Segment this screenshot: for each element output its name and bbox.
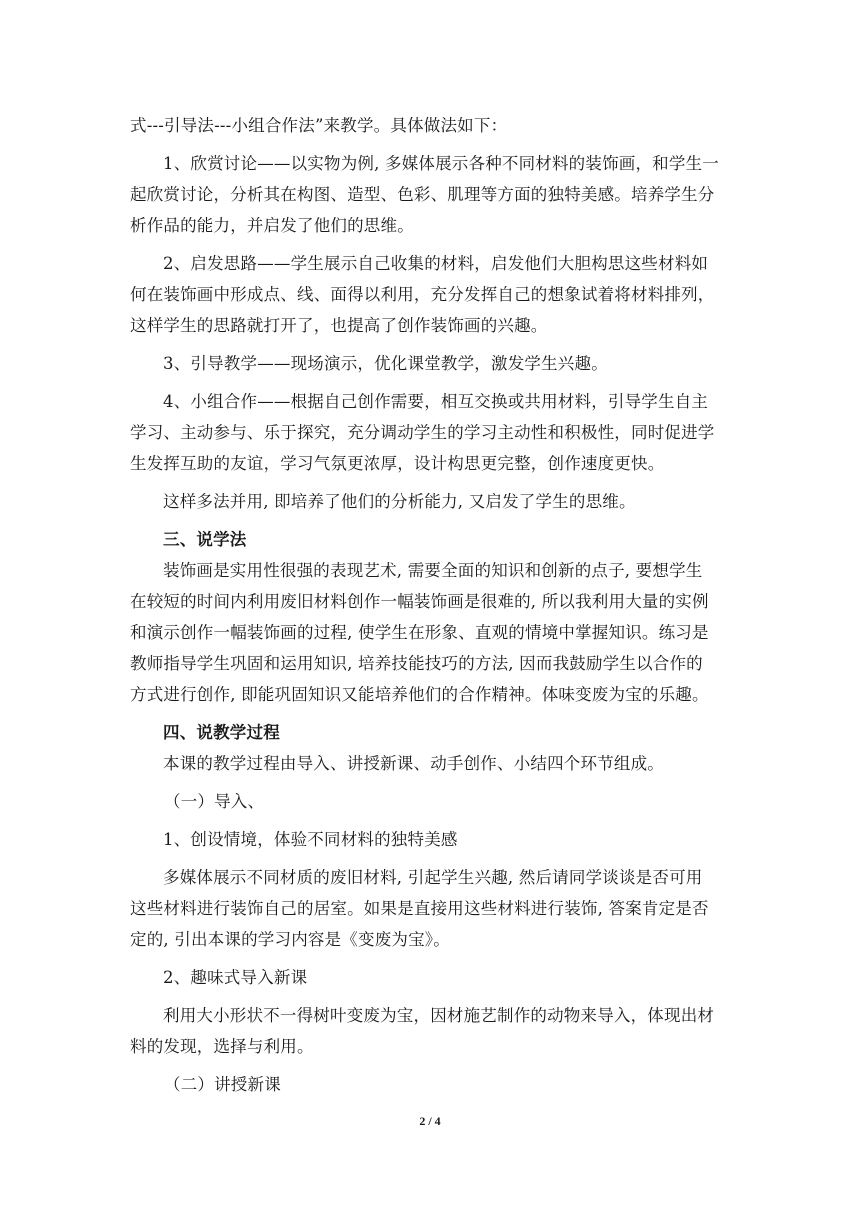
text-line: 和演示创作一幅装饰画的过程, 使学生在形象、直观的情境中掌握知识。练习是: [130, 623, 709, 642]
page-number: 2 / 4: [419, 1114, 441, 1128]
text-line: 利用大小形状不一得树叶变废为宝，因材施艺制作的动物来导入，体现出材: [163, 1006, 715, 1025]
text-line: 析作品的能力，并启发了他们的思维。: [130, 216, 414, 235]
text-line: 在较短的时间内利用废旧材料创作一幅装饰画是很难的, 所以我利用大量的实例: [130, 592, 709, 611]
text-line: 3、引导教学——现场演示，优化课堂教学，激发学生兴趣。: [163, 354, 608, 373]
text-line: 何在装饰画中形成点、线、面得以利用，充分发挥自己的想象试着将材料排列，: [130, 285, 715, 304]
text-line: 方式进行创作, 即能巩固知识又能培养他们的合作精神。体味变废为宝的乐趣。: [130, 685, 709, 704]
text-line: 4、小组合作——根据自己创作需要，相互交换或共用材料，引导学生自主: [163, 392, 709, 411]
text-line: 2、趣味式导入新课: [163, 968, 308, 987]
text-line: 本课的教学过程由导入、讲授新课、动手创作、小结四个环节组成。: [163, 754, 664, 773]
text-line: 教师指导学生巩固和运用知识, 培养技能技巧的方法, 因而我鼓励学生以合作的: [130, 654, 703, 673]
text-line: 这些材料进行装饰自己的居室。如果是直接用这些材料进行装饰, 答案肯定是否: [130, 899, 709, 918]
text-line: 装饰画是实用性很强的表现艺术, 需要全面的知识和创新的点子, 要想学生: [163, 561, 703, 580]
text-line: 多媒体展示不同材质的废旧材料, 引起学生兴趣, 然后请同学谈谈是否可用: [163, 868, 703, 887]
text-line: 定的, 引出本课的学习内容是《变废为宝》。: [130, 930, 450, 949]
text-line: 这样多法并用, 即培养了他们的分析能力, 又启发了学生的思维。: [163, 492, 636, 511]
document-body: [130, 110, 734, 1100]
text-line: 这样学生的思路就打开了，也提高了创作装饰画的兴趣。: [130, 316, 548, 335]
text-line: 起欣赏讨论，分析其在构图、造型、色彩、肌理等方面的独特美感。培养学生分: [130, 185, 715, 204]
text-line: 1、创设情境，体验不同材料的独特美感: [163, 830, 458, 849]
subsection-heading: （一）导入、: [164, 792, 265, 811]
text-line: 1、欣赏讨论——以实物为例, 多媒体展示各种不同材料的装饰画，和学生一: [163, 154, 719, 173]
text-line: 2、启发思路——学生展示自己收集的材料，启发他们大胆构思这些材料如: [163, 254, 709, 273]
section-heading: 四、说教学过程: [163, 723, 280, 742]
section-heading: 三、说学法: [163, 530, 247, 549]
text-line: 式---引导法---小组合作法”来教学。具体做法如下：: [130, 116, 508, 135]
text-line: 学习、主动参与、乐于探究，充分调动学生的学习主动性和积极性，同时促进学: [130, 423, 715, 442]
text-line: 生发挥互助的友谊，学习气氛更浓厚，设计构思更完整，创作速度更快。: [130, 454, 665, 473]
subsection-heading: （二）讲授新课: [164, 1075, 281, 1094]
text-line: 料的发现，选择与利用。: [130, 1037, 314, 1056]
